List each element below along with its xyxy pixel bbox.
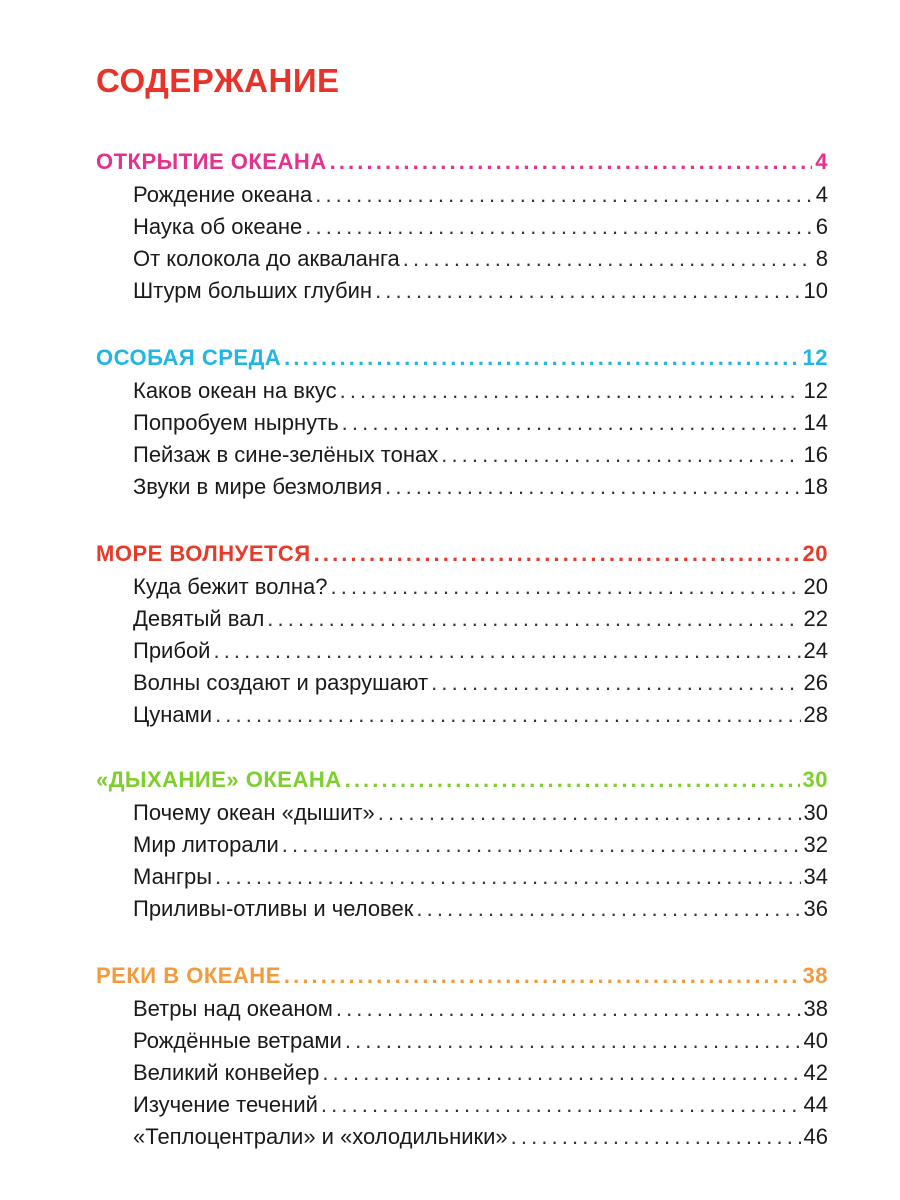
- toc-entry-label: Каков океан на вкус: [133, 378, 337, 403]
- toc-entry[interactable]: [96, 893, 828, 925]
- section-heading-label: МОРЕ ВОЛНУЕТСЯ: [96, 541, 311, 566]
- toc-entry[interactable]: [96, 993, 828, 1025]
- dot-leader: [314, 538, 800, 570]
- toc-entry-label: Ветры над океаном: [133, 996, 333, 1021]
- toc-entry-label: Рождённые ветрами: [133, 1028, 342, 1053]
- toc-entry[interactable]: [96, 699, 828, 731]
- toc-entry-page: 12: [803, 378, 828, 403]
- toc-entry-page: 16: [803, 442, 828, 467]
- section-heading-label: «ДЫХАНИЕ» ОКЕАНА: [96, 767, 342, 792]
- section-heading[interactable]: [96, 538, 828, 570]
- dot-leader: [340, 375, 801, 407]
- toc-entry-page: 36: [803, 896, 828, 921]
- toc-entry[interactable]: [96, 275, 828, 307]
- toc-entry[interactable]: [96, 243, 828, 275]
- toc-entry-page: 20: [803, 574, 828, 599]
- page-title: СОДЕРЖАНИЕ: [96, 62, 340, 99]
- toc-entry-page: 28: [803, 702, 828, 727]
- toc-entry[interactable]: [96, 375, 828, 407]
- dot-leader: [284, 960, 800, 992]
- toc-entry-page: 26: [803, 670, 828, 695]
- dot-leader: [282, 829, 801, 861]
- toc-entry[interactable]: [96, 829, 828, 861]
- dot-leader: [322, 1057, 800, 1089]
- toc-entry-label: Волны создают и разрушают: [133, 670, 429, 695]
- toc-entry-page: 4: [815, 182, 828, 207]
- dot-leader: [267, 603, 800, 635]
- dot-leader: [336, 993, 801, 1025]
- toc-entry-label: Куда бежит волна?: [133, 574, 328, 599]
- toc-entry-page: 34: [803, 864, 828, 889]
- toc-entry-page: 10: [803, 278, 828, 303]
- section-heading[interactable]: [96, 342, 828, 374]
- toc-entry[interactable]: [96, 571, 828, 603]
- dot-leader: [441, 439, 800, 471]
- toc-entry-page: 38: [803, 996, 828, 1021]
- dot-leader: [321, 1089, 801, 1121]
- dot-leader: [215, 861, 800, 893]
- toc-entry-page: 44: [803, 1092, 828, 1117]
- toc-entry[interactable]: [96, 635, 828, 667]
- toc-entry-label: Наука об океане: [133, 214, 303, 239]
- toc-entry[interactable]: [96, 667, 828, 699]
- toc-section: [96, 146, 828, 307]
- toc-section: [96, 960, 828, 1153]
- toc-entry-page: 46: [803, 1124, 828, 1149]
- toc-entry-page: 40: [803, 1028, 828, 1053]
- section-heading[interactable]: [96, 146, 828, 178]
- dot-leader: [416, 893, 800, 925]
- toc-entry[interactable]: [96, 211, 828, 243]
- toc-entry-page: 30: [803, 800, 828, 825]
- section-heading[interactable]: [96, 764, 828, 796]
- toc-entry-label: Почему океан «дышит»: [133, 800, 375, 825]
- section-heading-label: ОСОБАЯ СРЕДА: [96, 345, 282, 370]
- toc-entry[interactable]: [96, 439, 828, 471]
- toc-section: [96, 342, 828, 503]
- dot-leader: [213, 635, 800, 667]
- toc-entry-page: 24: [803, 638, 828, 663]
- toc-section: [96, 764, 828, 925]
- toc-entry-label: Великий конвейер: [133, 1060, 320, 1085]
- section-heading-label: РЕКИ В ОКЕАНЕ: [96, 963, 281, 988]
- section-page-number: 38: [802, 963, 828, 988]
- toc-entry-page: 8: [815, 246, 828, 271]
- dot-leader: [215, 699, 800, 731]
- dot-leader: [305, 211, 813, 243]
- dot-leader: [345, 1025, 801, 1057]
- dot-leader: [345, 764, 800, 796]
- section-page-number: 4: [815, 149, 828, 174]
- toc-entry-page: 32: [803, 832, 828, 857]
- toc-entry-page: 18: [803, 474, 828, 499]
- toc-entry-label: Мангры: [133, 864, 213, 889]
- toc-entry[interactable]: [96, 179, 828, 211]
- toc-entry[interactable]: [96, 407, 828, 439]
- dot-leader: [330, 571, 800, 603]
- dot-leader: [375, 275, 800, 307]
- toc-entry-label: Звуки в мире безмолвия: [133, 474, 383, 499]
- toc-entry-label: Попробуем нырнуть: [133, 410, 339, 435]
- toc-entry[interactable]: [96, 1025, 828, 1057]
- section-page-number: 20: [802, 541, 828, 566]
- toc-entry-label: Приливы-отливы и человек: [133, 896, 414, 921]
- dot-leader: [315, 179, 813, 211]
- dot-leader: [511, 1121, 801, 1153]
- dot-leader: [378, 797, 801, 829]
- toc-entry-label: Пейзаж в сине-зелёных тонах: [133, 442, 439, 467]
- toc-entry-label: Цунами: [133, 702, 213, 727]
- toc-entry-page: 42: [803, 1060, 828, 1085]
- dot-leader: [342, 407, 801, 439]
- dot-leader: [403, 243, 813, 275]
- toc-entry-page: 6: [815, 214, 828, 239]
- section-page-number: 30: [802, 767, 828, 792]
- toc-entry-label: Девятый вал: [133, 606, 265, 631]
- section-heading-label: ОТКРЫТИЕ ОКЕАНА: [96, 149, 327, 174]
- toc-entry-label: Изучение течений: [133, 1092, 318, 1117]
- toc-entry[interactable]: [96, 1057, 828, 1089]
- toc-entry[interactable]: [96, 797, 828, 829]
- toc-entry[interactable]: [96, 861, 828, 893]
- dot-leader: [284, 342, 799, 374]
- toc-entry-label: От колокола до акваланга: [133, 246, 400, 271]
- dot-leader: [330, 146, 813, 178]
- toc-entry[interactable]: [96, 471, 828, 503]
- toc-entry[interactable]: [96, 1089, 828, 1121]
- section-heading[interactable]: [96, 960, 828, 992]
- toc-entry-label: «Теплоцентрали» и «холодильники»: [133, 1124, 508, 1149]
- toc-entry-page: 22: [803, 606, 828, 631]
- toc-entry-label: Рождение океана: [133, 182, 313, 207]
- toc-entry-label: Мир литорали: [133, 832, 279, 857]
- toc-entry[interactable]: [96, 1121, 828, 1153]
- dot-leader: [431, 667, 800, 699]
- toc-entry[interactable]: [96, 603, 828, 635]
- toc-section: [96, 538, 828, 731]
- toc-entry-page: 14: [803, 410, 828, 435]
- toc-entry-label: Прибой: [133, 638, 211, 663]
- toc-entry-label: Штурм больших глубин: [133, 278, 373, 303]
- dot-leader: [385, 471, 800, 503]
- section-page-number: 12: [802, 345, 828, 370]
